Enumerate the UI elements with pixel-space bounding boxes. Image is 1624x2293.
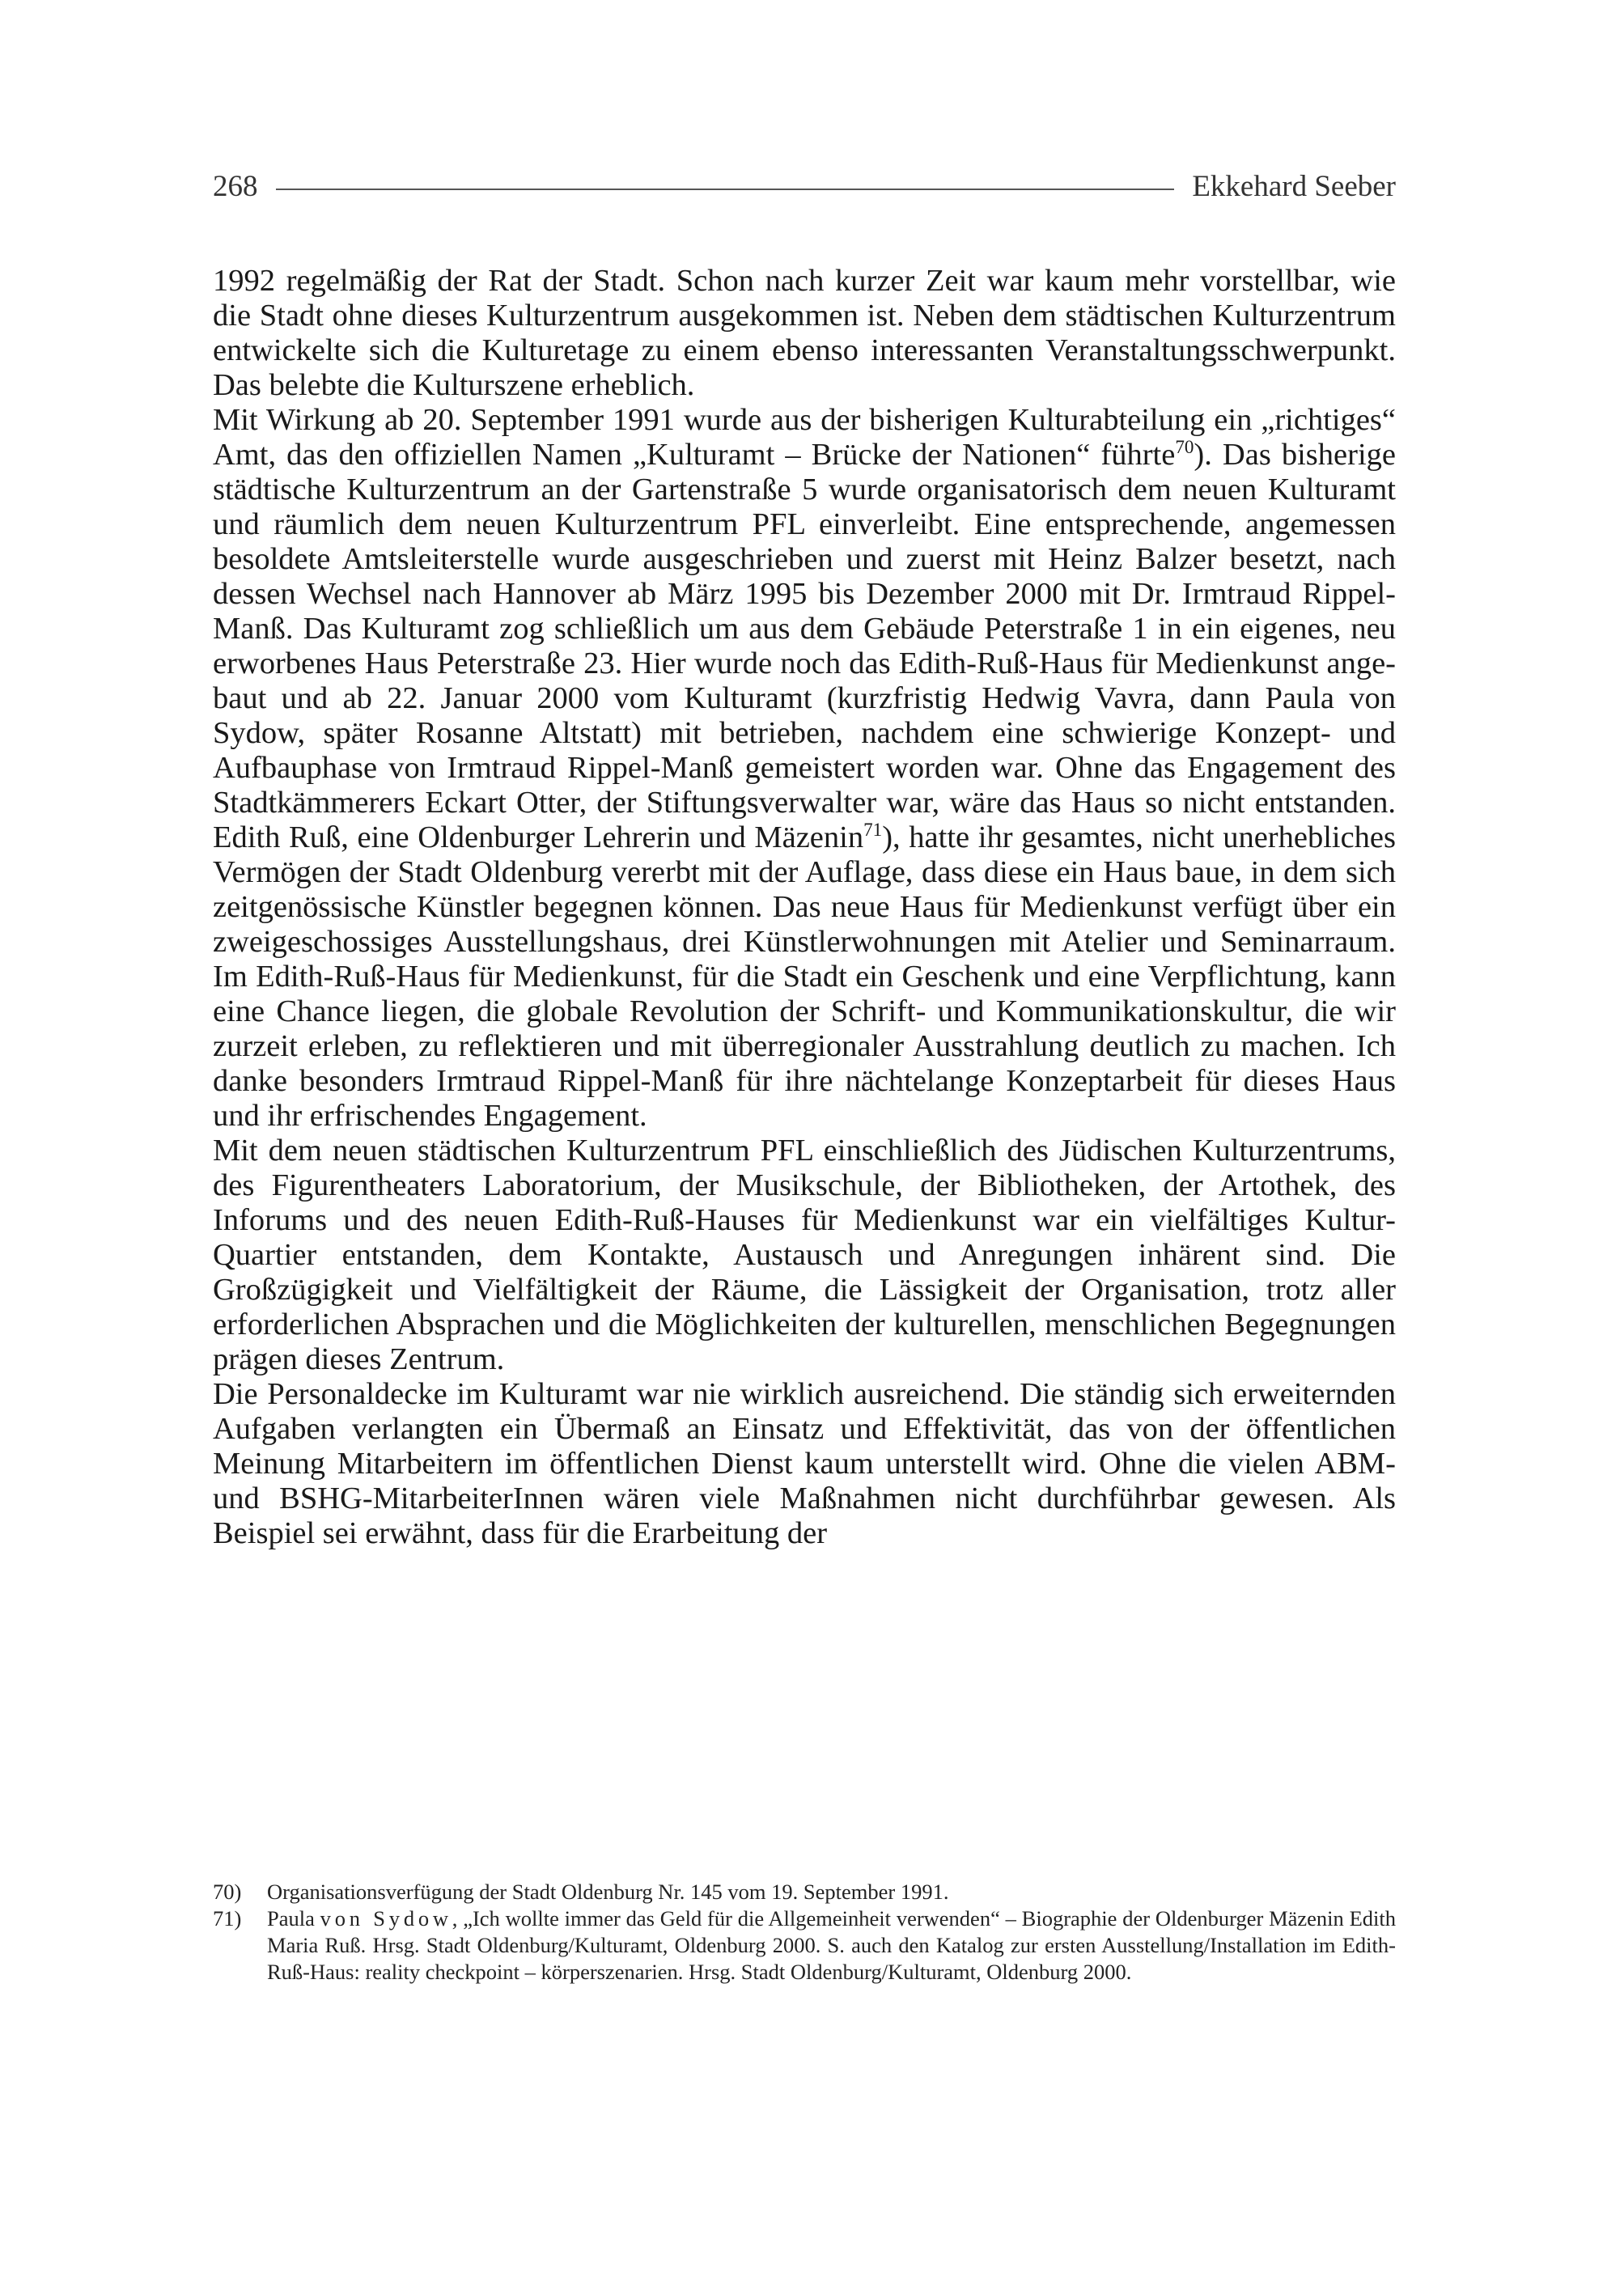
footnote-author-spaced: von Sydow [320, 1906, 452, 1931]
page-number: 268 [213, 169, 258, 203]
footnote-number: 71) [213, 1906, 242, 1931]
footnotes [213, 1879, 1396, 1986]
paragraph [213, 1134, 1396, 1377]
paragraph [213, 1377, 1396, 1551]
footnote-text-part: , „Ich wollte immer das Geld für die Allgemeinheit verwenden“ – Biographie der Oldenburger Mäzenin Edith Maria Ruß. Hrsg. Stadt Oldenburg/Kulturamt, Oldenburg 2000. S. auch den Katalog zur ersten Ausstellung/Installation im Edith-Ruß-Haus: reality checkpoint – körperszenarien. Hrsg. Stadt Oldenburg/Kulturamt, Oldenburg 2000. [267, 1906, 1397, 1984]
footnote-text-part: Paula [267, 1906, 320, 1931]
paragraph-text: ), hatte ihr gesamtes, nicht unerhebliches Vermögen der Stadt Oldenburg vererbt mit der Auflage, dass diese ein Haus baue, in dem sich zeitgenössische Künstler begegnen können. Das neue Haus für Medienkunst verfügt über ein zweigeschossiges Ausstellungshaus, drei Künstlerwohnungen mit Atelier und Seminarraum. Im Edith-Ruß-Haus für Medienkunst, für die Stadt ein Geschenk und eine Verpflichtung, kann eine Chance liegen, die globale Revolution der Schrift- und Kommunikationskultur, die wir zurzeit erleben, zu reflektieren und mit überregionaler Ausstrahlung deutlich zu machen. Ich danke besonders Irmtraud Rippel-Manß für ihre nächtelange Konzeptarbeit für dieses Haus und ihr erfrischendes Engagement. [213, 820, 1397, 1133]
paragraph [213, 264, 1396, 403]
footnote-reference[interactable]: 71 [863, 819, 883, 841]
paragraph-text: 1992 regelmäßig der Rat der Stadt. Schon nach kurzer Zeit war kaum mehr vorstellbar, wie die Stadt ohne dieses Kulturzentrum ausgekommen ist. Neben dem städtischen Kulturzentrum entwickelte sich die Kulturetage zu einem ebenso interessanten Veranstaltungsschwerpunkt. Das belebte die Kulturszene erheblich. [213, 264, 1396, 402]
header-rule [276, 189, 1175, 190]
footnote-text-part: Organisationsverfügung der Stadt Oldenburg Nr. 145 vom 19. September 1991. [267, 1880, 949, 1904]
running-head [213, 162, 1396, 210]
footnote-reference[interactable]: 70 [1175, 436, 1194, 458]
paragraph-text: ). Das bisherige städtische Kulturzentrum an der Gartenstraße 5 wurde organisatorisch dem neuen Kulturamt und räumlich dem neuen Kulturzentrum PFL einverleibt. Eine entsprechende, angemessen besoldete Amtsleiterstelle wurde ausgeschrieben und zuerst mit Heinz Balzer besetzt, nach dessen Wechsel nach Hannover ab März 1995 bis Dezember 2000 mit Dr. Irmtraud Rippel-Manß. Das Kulturamt zog schließlich um aus dem Gebäude Peterstraße 1 in ein eigenes, neu erworbenes Haus Peterstraße 23. Hier wurde noch das Edith-Ruß-Haus für Medienkunst angebaut und ab 22. Januar 2000 vom Kulturamt (kurzfristig Hedwig Vavra, dann Paula von Sydow, später Rosanne Altstatt) mit betrieben, nachdem eine schwierige Konzept- und Aufbauphase von Irmtraud Rippel-Manß gemeistert worden war. Ohne das Engagement des Stadtkämmerers Eckart Otter, der Stiftungsverwalter war, wäre das Haus so nicht entstanden. Edith Ruß, eine Oldenburger Lehrerin und Mäzenin [213, 438, 1396, 854]
paragraph [213, 403, 1396, 1134]
footnote-number: 70) [213, 1880, 242, 1904]
footnote-text [267, 1879, 1396, 1905]
paragraph-text: Die Personaldecke im Kulturamt war nie wirklich ausreichend. Die ständig sich erweiternden Aufgaben verlangten ein Übermaß an Einsatz und Effektivität, das von der öffentlichen Meinung Mitarbeitern im öffentlichen Dienst kaum unterstellt wird. Ohne die vielen ABM- und BSHG-MitarbeiterInnen wären viele Maßnahmen nicht durchführbar gewesen. Als Beispiel sei erwähnt, dass für die Erarbeitung der [213, 1377, 1396, 1550]
paragraph-text: Mit Wirkung ab 20. September 1991 wurde aus der bisherigen Kulturabteilung ein „richtiges“ Amt, das den offiziellen Namen „Kulturamt – Brücke der Nationen“ führte [213, 403, 1396, 472]
body-text [213, 264, 1396, 1551]
running-head-author: Ekkehard Seeber [1192, 169, 1396, 203]
paragraph-text: Mit dem neuen städtischen Kulturzentrum PFL einschließlich des Jüdischen Kulturzentrums, des Figurentheaters Laboratorium, der Musikschule, der Bibliotheken, der Artothek, des Inforums und des neuen Edith-Ruß-Hauses für Medienkunst war ein vielfältiges Kultur-Quartier entstanden, dem Kontakte, Austausch und Anregungen inhärent sind. Die Großzügigkeit und Vielfältigkeit der Räume, die Lässigkeit der Organisation, trotz aller erforderlichen Absprachen und die Möglichkeiten der kulturellen, menschlichen Begegnungen prägen dieses Zentrum. [213, 1134, 1396, 1376]
footnote [213, 1905, 1396, 1986]
footnote [213, 1879, 1396, 1905]
footnote-text [267, 1905, 1396, 1986]
